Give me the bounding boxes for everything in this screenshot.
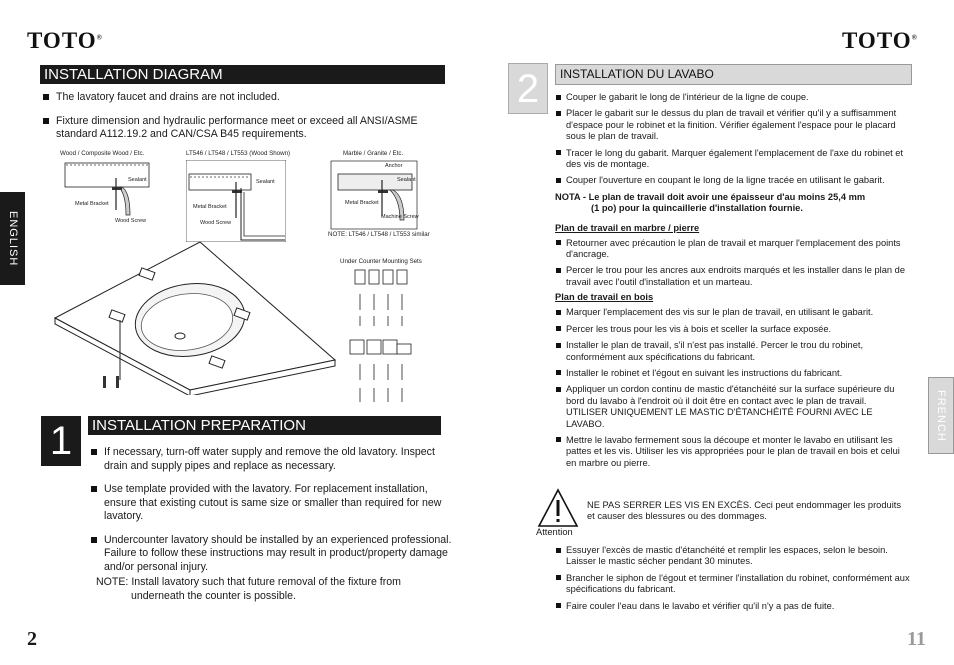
intro-bullets	[40, 91, 445, 152]
label-wood-screw: Wood Screw	[115, 218, 147, 224]
label-machine-screw: Machine Screw	[381, 214, 419, 220]
label-wood-screw-2: Wood Screw	[200, 220, 232, 226]
note-line: NOTE: Install lavatory such that future removal of the fixture from	[96, 576, 401, 588]
prep-bullet: Undercounter lavatory should be installed by an experienced professional. Failure to follow these instructions may result in product/property damage and/or personal injury.	[88, 534, 460, 575]
subheading-marble: Plan de travail en marbre / pierre	[555, 222, 700, 233]
warning-triangle-icon	[537, 488, 579, 528]
countertop-lavatory-illustration	[50, 240, 340, 395]
diagram-marble-title: Marble / Granite / Etc.	[343, 150, 404, 157]
fr-bullet: Installer le robinet et l'égout en suivant les instructions du fabricant.	[555, 368, 910, 379]
subheading-wood: Plan de travail en bois	[555, 292, 654, 303]
diagram-marble-note: NOTE: LT546 / LT548 / LT553 similar	[328, 231, 430, 238]
step-1-title: INSTALLATION PREPARATION	[92, 417, 306, 434]
installation-note	[96, 576, 401, 603]
fr-bullet: Essuyer l'excès de mastic d'étanchéité et remplir les espaces, selon le besoin. Laisser le mastic sécher pendant 30 minutes.	[555, 545, 910, 568]
step-1-number: 1	[41, 416, 81, 466]
diagram-lt-title: LT546 / LT548 / LT553 (Wood Shown)	[186, 150, 291, 157]
installation-diagram-header	[40, 65, 445, 84]
step-2-title: INSTALLATION DU LAVABO	[560, 67, 714, 81]
label-anchor: Anchor	[385, 163, 403, 169]
installation-du-lavabo-header	[555, 64, 912, 85]
fr-bullet: Percer le trou pour les ancres aux endroits marqués et les installer dans le plan de travail avec l'outil d'installation et un marteau.	[555, 265, 910, 288]
label-metal-bracket: Metal Bracket	[75, 201, 109, 207]
label-sealant-2: Sealant	[256, 179, 275, 185]
intro-bullet: Fixture dimension and hydraulic performance meet or exceed all ANSI/ASME standard A112.19.2 and CAN/CSA B45 requirements.	[40, 115, 445, 142]
fr-bullet: Appliquer un cordon continu de mastic d'étanchéité sur la surface supérieure du bord du lavabo à l'endroit où il doit être en contact avec le plan de travail. UTILISER UNIQUEMENT LE MASTIC D'ÉTANCHÉITÉ FOURNI AVEC LE LAVABO.	[555, 384, 910, 430]
fr-bullet: Brancher le siphon de l'égout et terminer l'installation du robinet, conformément aux spécifications du fabricant.	[555, 573, 910, 596]
fr-bullet: Retourner avec précaution le plan de travail et marquer l'emplacement des points d'ancrage.	[555, 238, 910, 261]
prep-bullet: Use template provided with the lavatory. For replacement installation, ensure that existing cutout is same size or smaller than required for new lavatory.	[88, 483, 460, 524]
installation-preparation-header	[88, 416, 441, 435]
label-sealant: Sealant	[128, 177, 147, 183]
step-2-number: 2	[508, 63, 548, 114]
french-language-tab: FRENCH	[928, 377, 954, 454]
section-title: INSTALLATION DIAGRAM	[44, 66, 223, 83]
fr-bullet: Faire couler l'eau dans le lavabo et vérifier qu'il n'y a pas de fuite.	[555, 601, 910, 612]
fr-bullet: Marquer l'emplacement des vis sur le plan de travail, en utilisant le gabarit.	[555, 307, 910, 318]
label-sealant-3: Sealant	[397, 177, 416, 183]
diagram-lt-illustration	[186, 160, 286, 242]
preparation-bullets	[88, 446, 460, 584]
fr-bullet: Percer les trous pour les vis à bois et sceller la surface exposée.	[555, 324, 910, 335]
french-instructions	[555, 92, 910, 474]
mounting-sets-illustration	[345, 268, 417, 408]
fr-bullet: Tracer le long du gabarit. Marquer également l'emplacement de l'axe du robinet et des vis de montage.	[555, 148, 910, 171]
attention-label: Attention	[536, 527, 573, 537]
page-number-right: 11	[907, 628, 926, 650]
toto-logo-left: TOTO®	[27, 28, 102, 53]
fr-bullet: Placer le gabarit sur le dessus du plan de travail et vérifier qu'il y a suffisamment d'espace pour le robinet et la finition. Vérifier également l'espace pour le placard sous le plan de travail.	[555, 108, 910, 142]
nota-thickness: NOTA - Le plan de travail doit avoir une épaisseur d'au moins 25,4 mm (1 po) pour la quincaillerie d'installation fournie.	[555, 191, 866, 214]
french-final-steps	[555, 545, 910, 617]
fr-bullet: Couper l'ouverture en coupant le long de la ligne tracée en utilisant le gabarit.	[555, 175, 910, 186]
page-number-left: 2	[27, 628, 37, 650]
note-line: underneath the counter is possible.	[131, 589, 296, 602]
fr-bullet: Couper le gabarit le long de l'intérieur de la ligne de coupe.	[555, 92, 910, 103]
fr-bullet: Installer le plan de travail, s'il n'est pas installé. Percer le trou du robinet, conformément aux spécifications du fabricant.	[555, 340, 910, 363]
toto-logo-right: TOTO®	[842, 28, 917, 53]
fr-bullet: Mettre le lavabo fermement sous la découpe et monter le lavabo en utilisant les pattes et les vis. Utiliser les vis appropriées pour le plan de travail en bois et celui en marbre ou pierre.	[555, 435, 910, 469]
english-language-tab: ENGLISH	[0, 192, 25, 285]
label-metal-bracket-2: Metal Bracket	[193, 204, 227, 210]
warning-text: NE PAS SERRER LES VIS EN EXCÈS. Ceci peut endommager les produits et causer des blessures ou des dommages.	[587, 500, 901, 522]
label-metal-bracket-3: Metal Bracket	[345, 200, 379, 206]
intro-bullet: The lavatory faucet and drains are not included.	[40, 91, 445, 105]
diagram-wood-title: Wood / Composite Wood / Etc.	[60, 150, 145, 157]
mounting-sets-title: Under Counter Mounting Sets	[340, 258, 422, 265]
prep-bullet: If necessary, turn-off water supply and remove the old lavatory. Inspect drain and supply pipes and replace as necessary.	[88, 446, 460, 473]
